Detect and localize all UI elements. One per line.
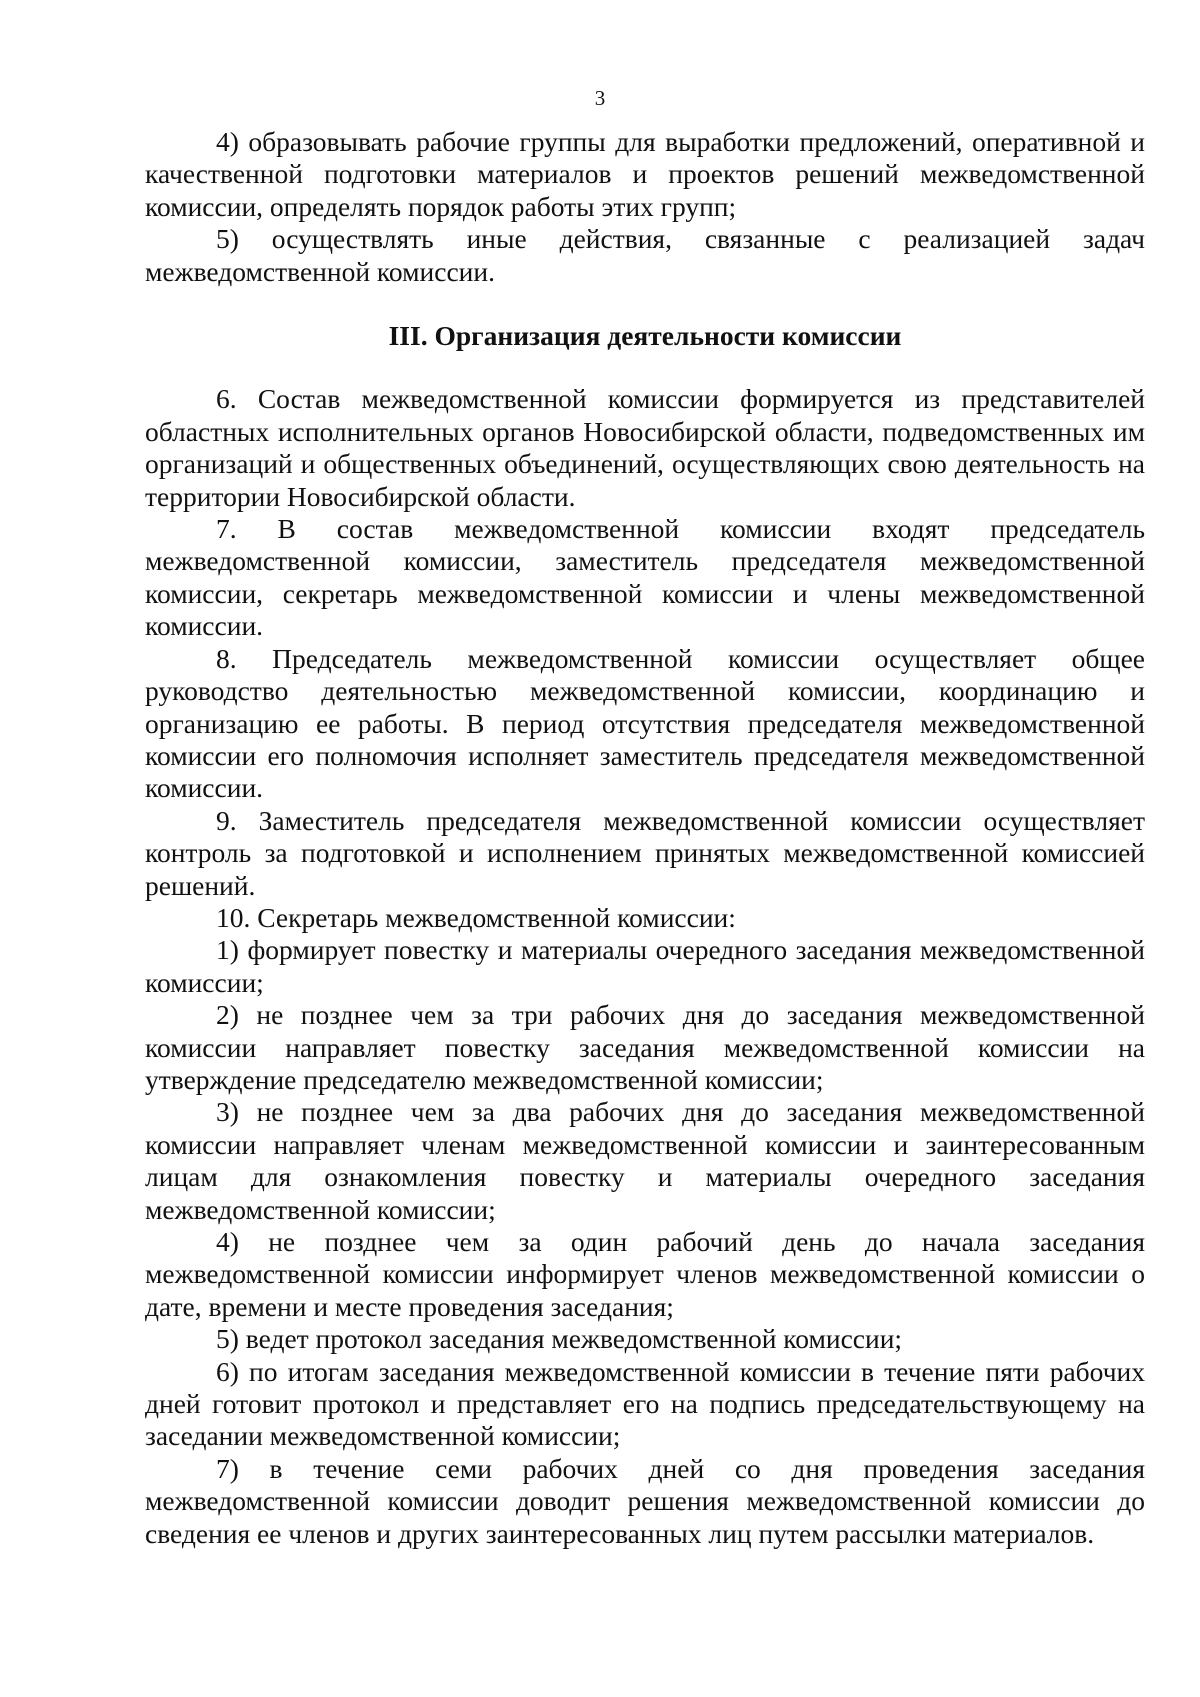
paragraph-subitem-4: 4) образовывать рабочие группы для выработки предложений, оперативной и качественной подготовки материалов и проектов решений межведомственной комиссии, определять порядок работы этих групп; — [145, 126, 1145, 222]
paragraph-item-6: 6. Состав межведомственной комиссии формируется из представителей областных исполнительных органов Новосибирской области, подведомственных им организаций и общественных объединений, осуществляющих свою деятельность на территории Новосибирской области. — [145, 383, 1145, 512]
paragraph-item-7: 7. В состав межведомственной комиссии входят председатель межведомственной комиссии, заместитель председателя межведомственной комиссии, секретарь межведомственной комиссии и члены межведомственной комиссии. — [145, 513, 1145, 642]
document-body — [145, 126, 1145, 1550]
paragraph-item-8: 8. Председатель межведомственной комиссии осуществляет общее руководство деятельностью межведомственной комиссии, координацию и организацию ее работы. В период отсутствия председателя межведомственной комиссии его полномочия исполняет заместитель председателя межведомственной комиссии. — [145, 642, 1145, 804]
paragraph-item-10: 10. Секретарь межведомственной комиссии: — [216, 901, 736, 933]
paragraph-item-10-sub-3: 3) не позднее чем за два рабочих дня до заседания межведомственной комиссии направляет членам межведомственной комиссии и заинтересованным лицам для ознакомления повестку и материалы очередного заседания межведомственной комиссии; — [145, 1096, 1145, 1225]
paragraph-item-10-sub-4: 4) не позднее чем за один рабочий день до начала заседания межведомственной комиссии информирует членов межведомственной комиссии о дате, времени и месте проведения заседания; — [145, 1226, 1145, 1322]
paragraph-item-9: 9. Заместитель председателя межведомственной комиссии осуществляет контроль за подготовкой и исполнением принятых межведомственной комиссией решений. — [145, 804, 1145, 901]
page-number: 3 — [594, 86, 606, 110]
paragraph-item-10-sub-5: 5) ведет протокол заседания межведомственной комиссии; — [216, 1323, 903, 1355]
paragraph-item-10-sub-7: 7) в течение семи рабочих дней со дня проведения заседания межведомственной комиссии доводит решения межведомственной комиссии до сведения ее членов и других заинтересованных лиц путем рассылки материалов. — [145, 1452, 1145, 1549]
paragraph-item-10-sub-2: 2) не позднее чем за три рабочих дня до заседания межведомственной комиссии направляет повестку заседания межведомственной комиссии на утверждение председателю межведомственной комиссии; — [145, 999, 1145, 1095]
paragraph-subitem-5: 5) осуществлять иные действия, связанные с реализацией задач межведомственной комиссии. — [145, 223, 1145, 287]
section-heading: III. Организация деятельности комиссии — [388, 320, 902, 352]
paragraph-item-10-sub-1: 1) формирует повестку и материалы очередного заседания межведомственной комиссии; — [145, 934, 1145, 998]
paragraph-item-10-sub-6: 6) по итогам заседания межведомственной комиссии в течение пяти рабочих дней готовит протокол и представляет его на подпись председательствующему на заседании межведомственной комиссии; — [145, 1355, 1145, 1452]
